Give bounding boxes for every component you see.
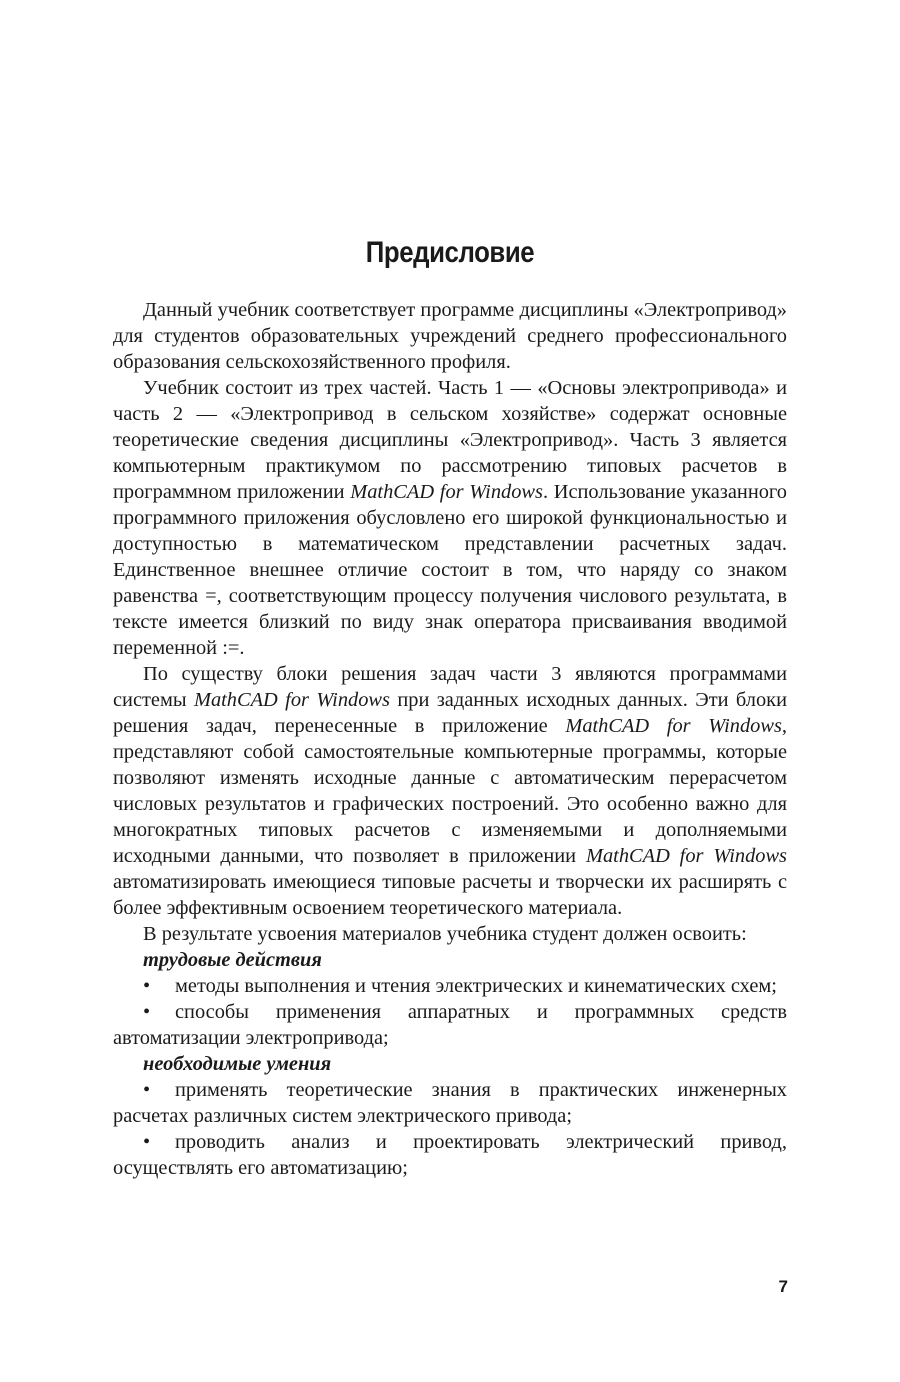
bullet-icon: • (143, 1131, 151, 1153)
paragraph-structure-text-a: Учебник состоит из трех частей. Часть 1 — «Основы электропривода» и часть 2 — «Электропривод в сельском хозяйстве» содержат основные теоретические сведения дисциплины «Электропривод». Часть 3 является компьютерным практикумом по рассмотрению типовых расчетов в программном приложении (113, 377, 787, 503)
bullet-item-text: проводить анализ и проектировать электрический привод, осуществлять его автоматизацию; (113, 1131, 787, 1179)
bullet-item (113, 1077, 787, 1129)
paragraph-mathcad-text-d: автоматизировать имеющиеся типовые расчеты и творчески их расширять с более эффективным освоением теоретического материала. (113, 871, 787, 919)
paragraph-mathcad-text-b: при заданных исходных данных. Эти блоки решения задач, перенесенные в приложение (113, 689, 787, 737)
paragraph-structure-text-b: . Использование указанного программного приложения обусловлено его широкой функциональностью и доступностью в математическом представлении расчетных задач. Единственное внешнее отличие состоит в том, что наряду со знаком равенства =, соответствующим процессу получения числового результата, в тексте имеется близкий по виду знак оператора присваивания вводимой переменной :=. (113, 481, 787, 659)
software-name: MathCAD for Windows (585, 845, 787, 867)
body-text (113, 297, 787, 1181)
bullet-item (113, 973, 787, 999)
bullet-item-text: способы применения аппаратных и программных средств автоматизации электропривода; (113, 1001, 787, 1049)
paragraph-structure (113, 375, 787, 661)
bullet-item-text: применять теоретические знания в практических инженерных расчетах различных систем электрического привода; (113, 1079, 787, 1127)
subheading-labor-actions: трудовые действия (143, 949, 322, 971)
bullet-icon: • (143, 975, 151, 997)
bullet-icon: • (143, 1001, 151, 1023)
paragraph-outcomes: В результате усвоения материалов учебника студент должен освоить: (143, 923, 747, 945)
bullet-item-text: методы выполнения и чтения электрических и кинематических схем; (175, 975, 777, 997)
software-name: MathCAD for Windows (350, 481, 543, 503)
bullet-icon: • (143, 1079, 151, 1101)
page-title: Предисловие (365, 236, 535, 270)
paragraph-intro: Данный учебник соответствует программе дисциплины «Электропривод» для студентов образовательных учреждений среднего профессионального образования сельскохозяйственного профиля. (113, 299, 787, 373)
bullet-item (113, 1129, 787, 1181)
paragraph-mathcad (113, 661, 787, 921)
software-name: MathCAD for Windows (193, 689, 390, 711)
paragraph-mathcad-text-c: , представляют собой самостоятельные компьютерные программы, которые позволяют изменять исходные данные с автоматическим перерасчетом числовых результатов и графических построений. Это особенно важно для многократных типовых расчетов с изменяемыми и дополняемыми исходными данными, что позволяет в приложении (113, 715, 787, 867)
page-number: 7 (778, 1277, 788, 1296)
subheading-required-skills: необходимые умения (143, 1053, 332, 1075)
software-name: MathCAD for Windows (565, 715, 782, 737)
paragraph-mathcad-text-a: По существу блоки решения задач части 3 являются программами системы (113, 663, 787, 711)
bullet-item (113, 999, 787, 1051)
